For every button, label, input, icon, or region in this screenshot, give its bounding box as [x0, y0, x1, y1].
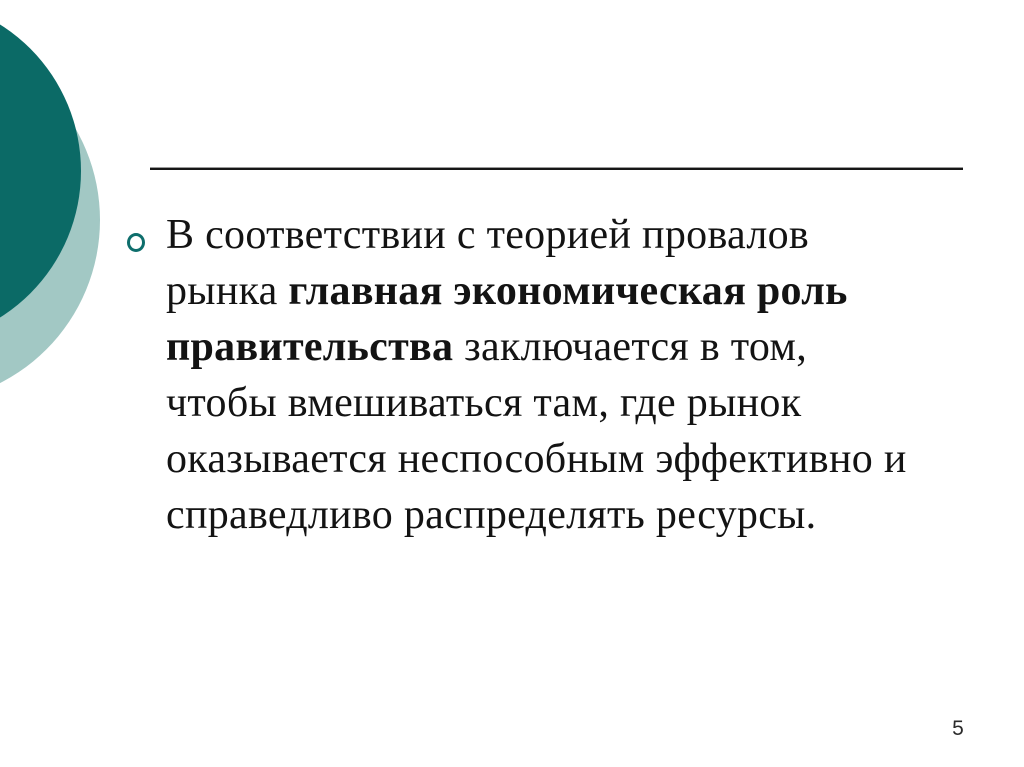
- bullet-text: [166, 207, 996, 543]
- text-segment: заключается в том,: [453, 324, 808, 370]
- text-line: [166, 319, 996, 375]
- text-segment: рынка: [166, 268, 289, 314]
- text-line: [166, 263, 996, 319]
- title-divider-line: [150, 167, 963, 170]
- text-segment: главная экономическая роль: [288, 268, 848, 314]
- text-segment: правительства: [166, 324, 454, 370]
- text-line: [166, 207, 996, 263]
- text-line: [166, 375, 996, 431]
- text-segment: оказывается неспособным эффективно и: [166, 436, 907, 482]
- text-line: [166, 487, 996, 543]
- text-segment: В соответствии с теорией провалов: [166, 212, 810, 258]
- text-segment: чтобы вмешиваться там, где рынок: [166, 380, 802, 426]
- page-number: 5: [952, 717, 964, 740]
- text-segment: справедливо распределять ресурсы.: [166, 492, 817, 538]
- bullet-circle-icon: [127, 233, 145, 252]
- text-line: [166, 431, 996, 487]
